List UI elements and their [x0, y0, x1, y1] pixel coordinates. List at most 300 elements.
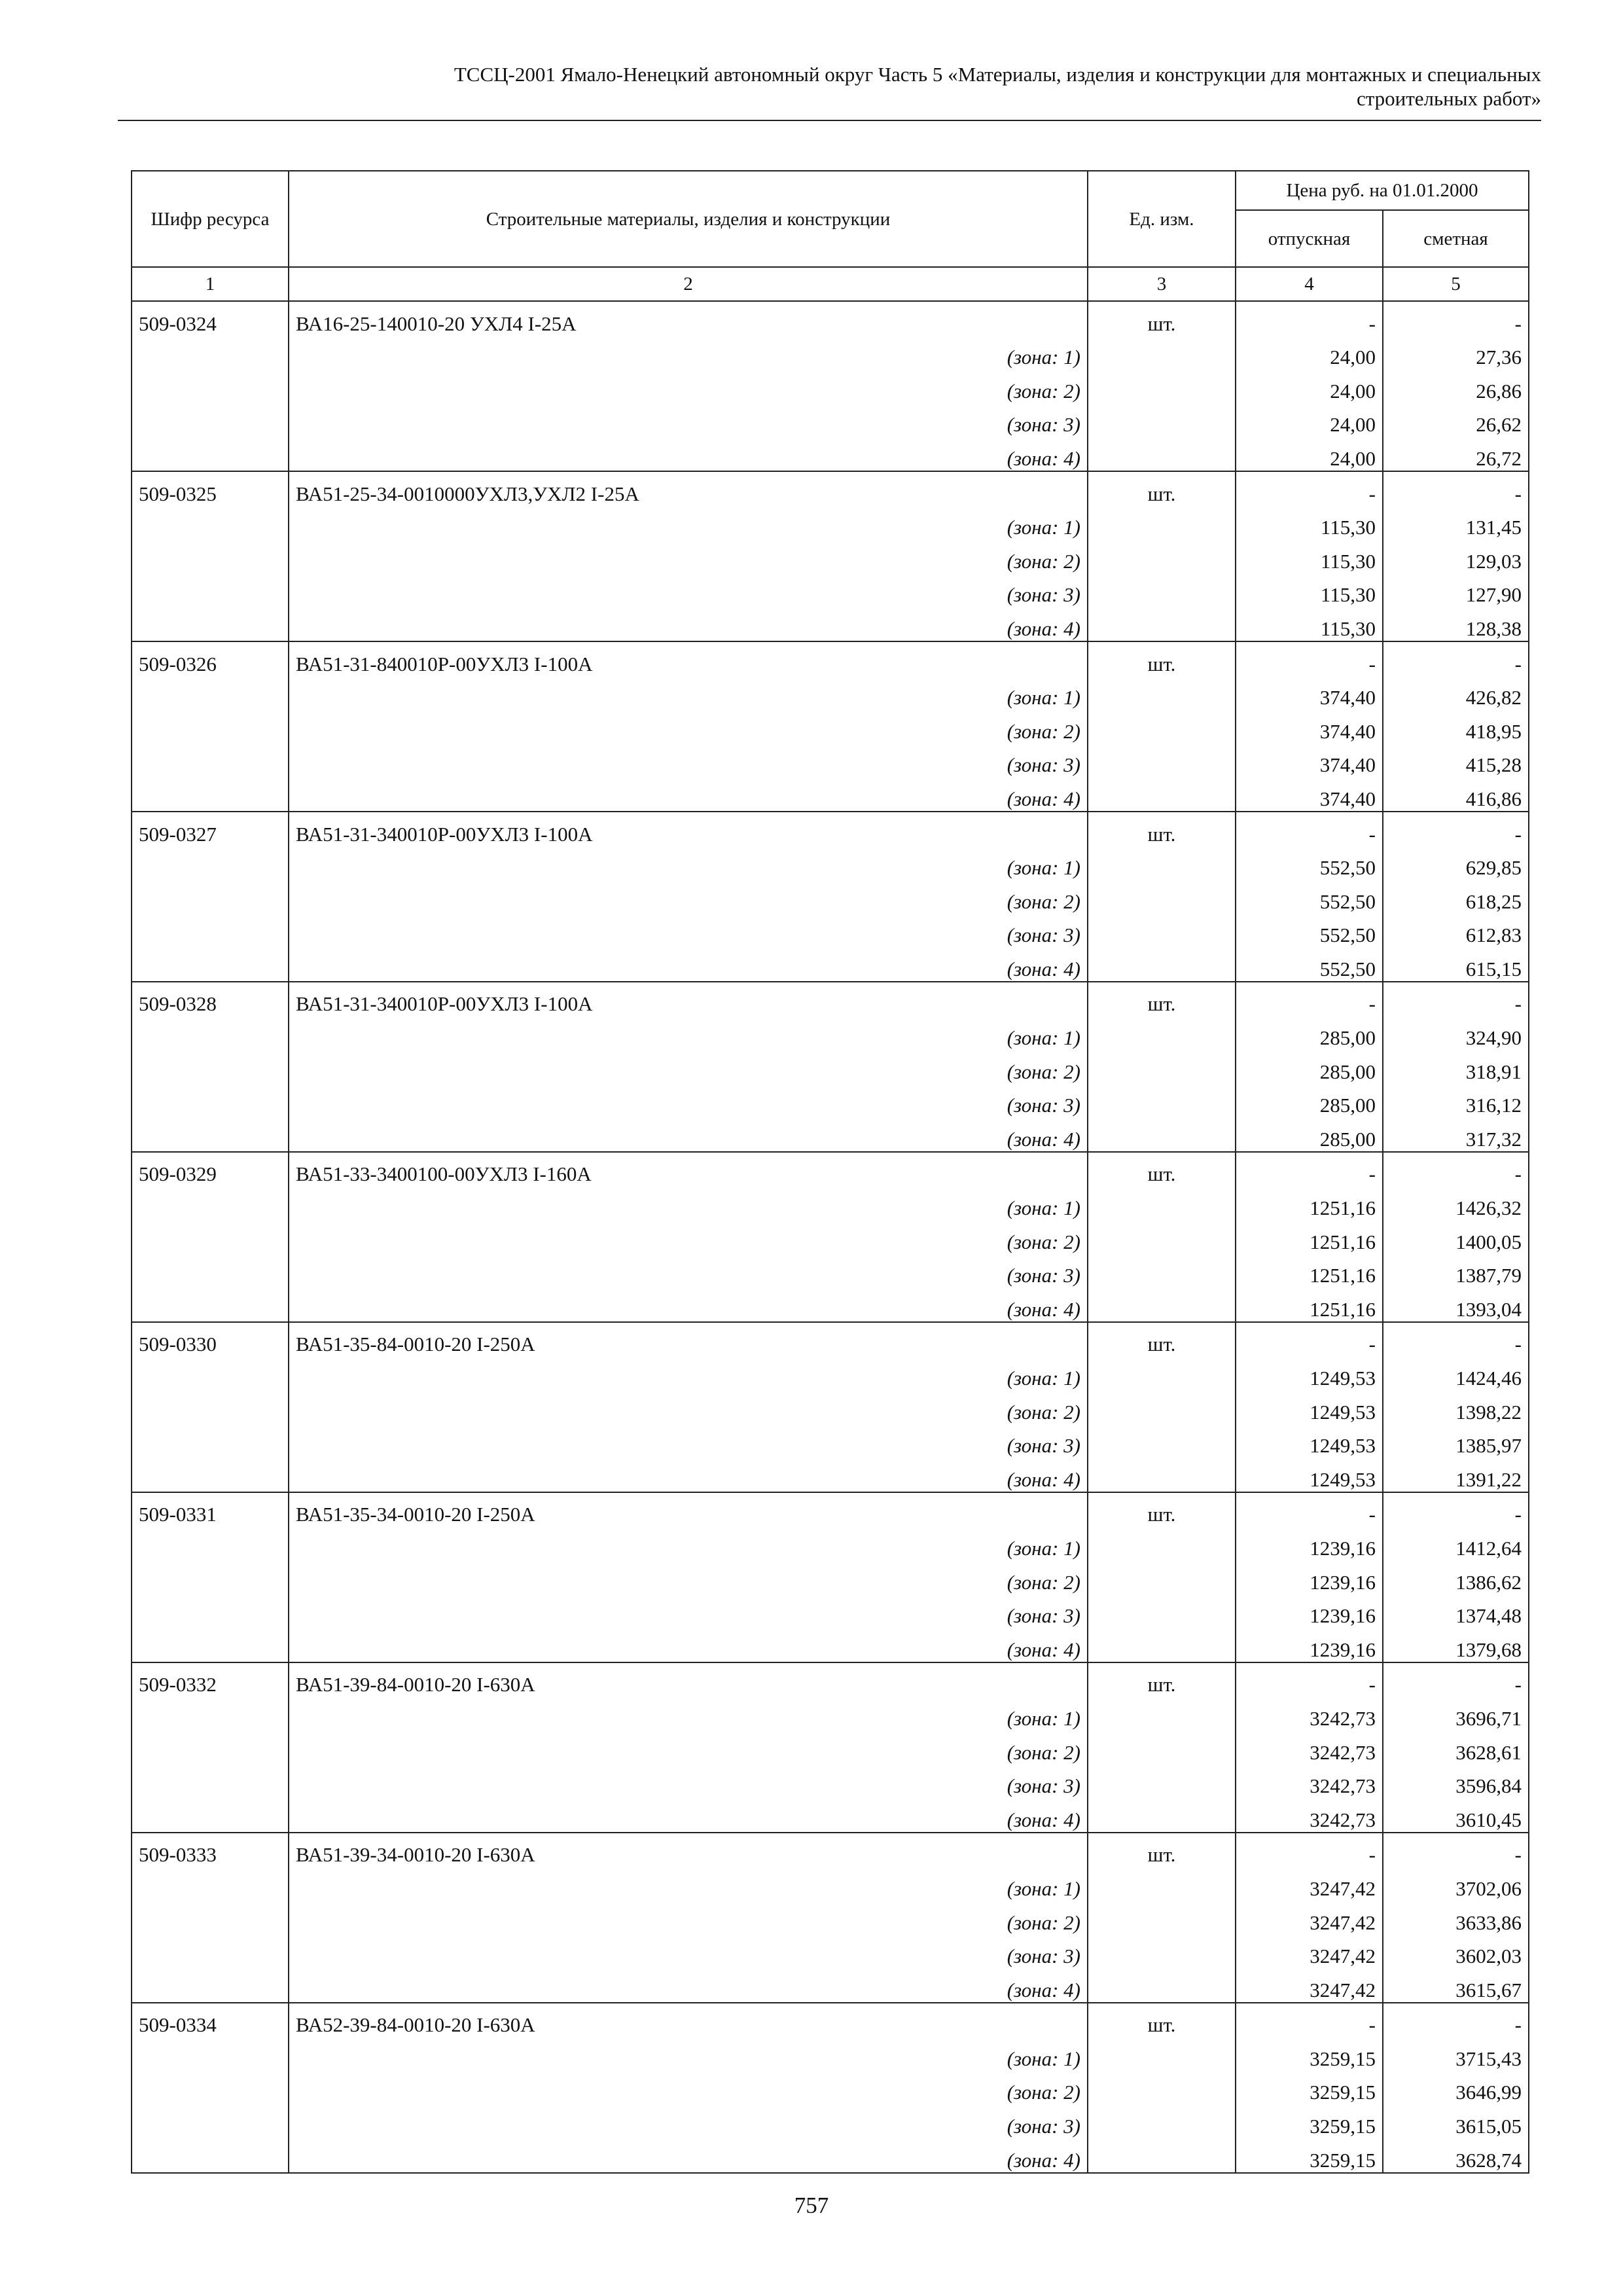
empty-code-cell [132, 1935, 289, 1969]
empty-unit-cell [1088, 1424, 1236, 1458]
zone-estimate-price: 3596,84 [1383, 1765, 1529, 1799]
zone-row [132, 709, 1529, 744]
zone-label: (зона: 4) [289, 1287, 1088, 1322]
empty-code-cell [132, 1458, 289, 1492]
zone-estimate-price: 416,86 [1383, 777, 1529, 812]
zone-label: (зона: 4) [289, 607, 1088, 641]
empty-unit-cell [1088, 1901, 1236, 1935]
zone-row [132, 1287, 1529, 1322]
zone-estimate-price: 1386,62 [1383, 1560, 1529, 1594]
zone-row [132, 506, 1529, 540]
zone-estimate-price: 26,72 [1383, 437, 1529, 471]
zone-label: (зона: 4) [289, 437, 1088, 471]
empty-code-cell [132, 1356, 289, 1390]
unit-cell: шт. [1088, 1662, 1236, 1697]
zone-release-price: 285,00 [1236, 1117, 1383, 1152]
release-price: - [1236, 1662, 1383, 1697]
resource-group [132, 982, 1529, 1152]
release-price: - [1236, 471, 1383, 506]
empty-code-cell [132, 2037, 289, 2071]
zone-release-price: 1239,16 [1236, 1594, 1383, 1628]
empty-code-cell [132, 880, 289, 914]
zone-label: (зона: 1) [289, 336, 1088, 370]
resource-group [132, 1322, 1529, 1492]
zone-estimate-price: 129,03 [1383, 539, 1529, 573]
zone-estimate-price: 1412,64 [1383, 1526, 1529, 1560]
empty-code-cell [132, 607, 289, 641]
zone-row [132, 777, 1529, 812]
zone-row [132, 607, 1529, 641]
release-price: - [1236, 301, 1383, 336]
zone-estimate-price: 3696,71 [1383, 1696, 1529, 1731]
empty-unit-cell [1088, 2071, 1236, 2105]
resource-code: 509-0331 [132, 1492, 289, 1527]
empty-code-cell [132, 1186, 289, 1220]
resource-group [132, 1662, 1529, 1833]
empty-unit-cell [1088, 1356, 1236, 1390]
column-number-5: 5 [1383, 267, 1529, 301]
zone-row [132, 1254, 1529, 1288]
column-header-estimate-price: сметная [1383, 210, 1529, 267]
zone-release-price: 285,00 [1236, 1084, 1383, 1118]
zone-release-price: 115,30 [1236, 539, 1383, 573]
resource-row [132, 1833, 1529, 1867]
empty-unit-cell [1088, 880, 1236, 914]
zone-release-price: 3247,42 [1236, 1935, 1383, 1969]
zone-row [132, 947, 1529, 982]
zone-label: (зона: 4) [289, 1117, 1088, 1152]
empty-code-cell [132, 914, 289, 948]
empty-unit-cell [1088, 336, 1236, 370]
zone-row [132, 1016, 1529, 1050]
resource-row [132, 641, 1529, 676]
zone-estimate-price: 1387,79 [1383, 1254, 1529, 1288]
zone-estimate-price: 3610,45 [1383, 1798, 1529, 1833]
empty-code-cell [132, 1050, 289, 1084]
empty-unit-cell [1088, 1867, 1236, 1901]
resource-group [132, 301, 1529, 471]
unit-cell: шт. [1088, 812, 1236, 846]
resource-row [132, 1492, 1529, 1527]
resource-row [132, 1322, 1529, 1357]
empty-unit-cell [1088, 506, 1236, 540]
zone-estimate-price: 3646,99 [1383, 2071, 1529, 2105]
empty-code-cell [132, 846, 289, 880]
empty-unit-cell [1088, 744, 1236, 778]
unit-cell: шт. [1088, 1833, 1236, 1867]
estimate-price: - [1383, 2003, 1529, 2037]
zone-estimate-price: 1379,68 [1383, 1628, 1529, 1662]
empty-unit-cell [1088, 539, 1236, 573]
empty-code-cell [132, 777, 289, 812]
price-table-header [132, 171, 1529, 301]
zone-row [132, 880, 1529, 914]
zone-estimate-price: 1393,04 [1383, 1287, 1529, 1322]
zone-estimate-price: 3628,61 [1383, 1731, 1529, 1765]
empty-code-cell [132, 1867, 289, 1901]
zone-release-price: 552,50 [1236, 914, 1383, 948]
zone-release-price: 24,00 [1236, 336, 1383, 370]
zone-estimate-price: 317,32 [1383, 1117, 1529, 1152]
empty-unit-cell [1088, 2104, 1236, 2138]
zone-label: (зона: 2) [289, 2071, 1088, 2105]
zone-estimate-price: 615,15 [1383, 947, 1529, 982]
zone-label: (зона: 3) [289, 573, 1088, 607]
zone-row [132, 403, 1529, 437]
zone-estimate-price: 3628,74 [1383, 2138, 1529, 2173]
resource-code: 509-0333 [132, 1833, 289, 1867]
resource-code: 509-0330 [132, 1322, 289, 1357]
zone-release-price: 3242,73 [1236, 1798, 1383, 1833]
resource-group [132, 641, 1529, 812]
resource-row [132, 1662, 1529, 1697]
zone-row [132, 539, 1529, 573]
resource-group [132, 1152, 1529, 1322]
empty-unit-cell [1088, 846, 1236, 880]
unit-cell: шт. [1088, 641, 1236, 676]
zone-row [132, 1594, 1529, 1628]
estimate-price: - [1383, 471, 1529, 506]
empty-code-cell [132, 506, 289, 540]
column-header-code: Шифр ресурса [132, 171, 289, 267]
empty-unit-cell [1088, 1050, 1236, 1084]
empty-code-cell [132, 1901, 289, 1935]
zone-row [132, 1798, 1529, 1833]
zone-release-price: 3247,42 [1236, 1867, 1383, 1901]
zone-release-price: 24,00 [1236, 403, 1383, 437]
zone-release-price: 1239,16 [1236, 1560, 1383, 1594]
zone-release-price: 24,00 [1236, 369, 1383, 403]
empty-code-cell [132, 1084, 289, 1118]
empty-unit-cell [1088, 1628, 1236, 1662]
estimate-price: - [1383, 1662, 1529, 1697]
empty-unit-cell [1088, 2138, 1236, 2173]
zone-row [132, 914, 1529, 948]
zone-release-price: 1251,16 [1236, 1220, 1383, 1254]
zone-release-price: 3259,15 [1236, 2071, 1383, 2105]
zone-estimate-price: 426,82 [1383, 676, 1529, 710]
zone-estimate-price: 618,25 [1383, 880, 1529, 914]
zone-release-price: 3242,73 [1236, 1696, 1383, 1731]
unit-cell: шт. [1088, 301, 1236, 336]
zone-label: (зона: 3) [289, 403, 1088, 437]
empty-unit-cell [1088, 573, 1236, 607]
resource-code: 509-0325 [132, 471, 289, 506]
zone-release-price: 3242,73 [1236, 1731, 1383, 1765]
resource-name: ВА16-25-140010-20 УХЛ4 I-25А [289, 301, 1088, 336]
unit-cell: шт. [1088, 2003, 1236, 2037]
column-number-3: 3 [1088, 267, 1236, 301]
zone-estimate-price: 629,85 [1383, 846, 1529, 880]
empty-code-cell [132, 744, 289, 778]
zone-row [132, 1050, 1529, 1084]
zone-row [132, 1526, 1529, 1560]
running-header [118, 62, 1541, 111]
zone-estimate-price: 131,45 [1383, 506, 1529, 540]
zone-release-price: 285,00 [1236, 1050, 1383, 1084]
empty-unit-cell [1088, 914, 1236, 948]
zone-row [132, 369, 1529, 403]
empty-code-cell [132, 403, 289, 437]
resource-row [132, 471, 1529, 506]
running-header-line-2: строительных работ» [1356, 87, 1541, 110]
zone-release-price: 1251,16 [1236, 1186, 1383, 1220]
zone-release-price: 1239,16 [1236, 1628, 1383, 1662]
zone-row [132, 1867, 1529, 1901]
zone-row [132, 1424, 1529, 1458]
empty-code-cell [132, 336, 289, 370]
empty-unit-cell [1088, 369, 1236, 403]
zone-estimate-price: 415,28 [1383, 744, 1529, 778]
zone-label: (зона: 4) [289, 1458, 1088, 1492]
zone-row [132, 1186, 1529, 1220]
resource-row [132, 812, 1529, 846]
zone-label: (зона: 2) [289, 369, 1088, 403]
zone-estimate-price: 127,90 [1383, 573, 1529, 607]
resource-code: 509-0326 [132, 641, 289, 676]
empty-code-cell [132, 709, 289, 744]
zone-label: (зона: 3) [289, 1765, 1088, 1799]
column-header-release-price: отпускная [1236, 210, 1383, 267]
empty-code-cell [132, 1016, 289, 1050]
zone-label: (зона: 4) [289, 1798, 1088, 1833]
zone-estimate-price: 1400,05 [1383, 1220, 1529, 1254]
header-rule [118, 120, 1541, 121]
zone-row [132, 336, 1529, 370]
zone-label: (зона: 3) [289, 1254, 1088, 1288]
zone-estimate-price: 1426,32 [1383, 1186, 1529, 1220]
resource-row [132, 982, 1529, 1016]
zone-label: (зона: 4) [289, 1628, 1088, 1662]
zone-label: (зона: 3) [289, 1935, 1088, 1969]
zone-estimate-price: 27,36 [1383, 336, 1529, 370]
column-header-unit: Ед. изм. [1088, 171, 1236, 267]
zone-estimate-price: 3615,05 [1383, 2104, 1529, 2138]
zone-label: (зона: 1) [289, 676, 1088, 710]
zone-label: (зона: 2) [289, 1901, 1088, 1935]
zone-label: (зона: 2) [289, 1731, 1088, 1765]
zone-row [132, 2104, 1529, 2138]
empty-unit-cell [1088, 437, 1236, 471]
zone-label: (зона: 2) [289, 880, 1088, 914]
resource-name: ВА52-39-84-0010-20 I-630А [289, 2003, 1088, 2037]
empty-unit-cell [1088, 1287, 1236, 1322]
zone-release-price: 1249,53 [1236, 1424, 1383, 1458]
zone-label: (зона: 4) [289, 1968, 1088, 2003]
empty-unit-cell [1088, 709, 1236, 744]
empty-unit-cell [1088, 1526, 1236, 1560]
zone-row [132, 1901, 1529, 1935]
empty-unit-cell [1088, 403, 1236, 437]
resource-group [132, 1833, 1529, 2003]
zone-release-price: 1249,53 [1236, 1390, 1383, 1424]
running-header-line-1: ТССЦ-2001 Ямало-Ненецкий автономный округ Часть 5 «Материалы, изделия и конструкции для монтажных и специальных [454, 63, 1541, 86]
zone-release-price: 374,40 [1236, 744, 1383, 778]
empty-unit-cell [1088, 1968, 1236, 2003]
zone-release-price: 1249,53 [1236, 1356, 1383, 1390]
zone-label: (зона: 3) [289, 1424, 1088, 1458]
resource-code: 509-0332 [132, 1662, 289, 1697]
zone-release-price: 3247,42 [1236, 1901, 1383, 1935]
zone-label: (зона: 1) [289, 1016, 1088, 1050]
release-price: - [1236, 982, 1383, 1016]
resource-name: ВА51-39-84-0010-20 I-630А [289, 1662, 1088, 1697]
empty-code-cell [132, 1628, 289, 1662]
empty-unit-cell [1088, 676, 1236, 710]
zone-estimate-price: 612,83 [1383, 914, 1529, 948]
resource-name: ВА51-35-84-0010-20 I-250А [289, 1322, 1088, 1357]
unit-cell: шт. [1088, 1152, 1236, 1187]
zone-estimate-price: 26,62 [1383, 403, 1529, 437]
zone-estimate-price: 3702,06 [1383, 1867, 1529, 1901]
zone-row [132, 2037, 1529, 2071]
zone-label: (зона: 3) [289, 2104, 1088, 2138]
zone-estimate-price: 26,86 [1383, 369, 1529, 403]
zone-label: (зона: 1) [289, 1867, 1088, 1901]
empty-code-cell [132, 1731, 289, 1765]
zone-label: (зона: 2) [289, 1220, 1088, 1254]
resource-row [132, 2003, 1529, 2037]
zone-row [132, 2071, 1529, 2105]
zone-label: (зона: 2) [289, 539, 1088, 573]
zone-release-price: 3242,73 [1236, 1765, 1383, 1799]
zone-label: (зона: 3) [289, 914, 1088, 948]
release-price: - [1236, 641, 1383, 676]
empty-unit-cell [1088, 1798, 1236, 1833]
unit-cell: шт. [1088, 1322, 1236, 1357]
empty-code-cell [132, 2138, 289, 2173]
zone-release-price: 3259,15 [1236, 2138, 1383, 2173]
release-price: - [1236, 1322, 1383, 1357]
empty-unit-cell [1088, 947, 1236, 982]
zone-release-price: 552,50 [1236, 880, 1383, 914]
empty-code-cell [132, 1560, 289, 1594]
resource-row [132, 1152, 1529, 1187]
zone-release-price: 115,30 [1236, 573, 1383, 607]
estimate-price: - [1383, 982, 1529, 1016]
resource-row [132, 301, 1529, 336]
zone-row [132, 1084, 1529, 1118]
release-price: - [1236, 1152, 1383, 1187]
resource-name: ВА51-33-3400100-00УХЛ3 I-160А [289, 1152, 1088, 1187]
zone-row [132, 1696, 1529, 1731]
zone-label: (зона: 3) [289, 1594, 1088, 1628]
zone-release-price: 1239,16 [1236, 1526, 1383, 1560]
zone-label: (зона: 1) [289, 846, 1088, 880]
column-header-name: Строительные материалы, изделия и конструкции [289, 171, 1088, 267]
zone-estimate-price: 418,95 [1383, 709, 1529, 744]
zone-row [132, 2138, 1529, 2173]
empty-code-cell [132, 1968, 289, 2003]
zone-label: (зона: 1) [289, 1526, 1088, 1560]
estimate-price: - [1383, 1322, 1529, 1357]
zone-estimate-price: 128,38 [1383, 607, 1529, 641]
resource-code: 509-0334 [132, 2003, 289, 2037]
empty-code-cell [132, 1117, 289, 1152]
column-number-2: 2 [289, 267, 1088, 301]
zone-label: (зона: 4) [289, 777, 1088, 812]
zone-row [132, 1458, 1529, 1492]
empty-code-cell [132, 1765, 289, 1799]
estimate-price: - [1383, 1152, 1529, 1187]
empty-code-cell [132, 1254, 289, 1288]
zone-row [132, 1968, 1529, 2003]
estimate-price: - [1383, 1833, 1529, 1867]
zone-estimate-price: 1391,22 [1383, 1458, 1529, 1492]
estimate-price: - [1383, 301, 1529, 336]
empty-unit-cell [1088, 1117, 1236, 1152]
zone-label: (зона: 1) [289, 1356, 1088, 1390]
zone-release-price: 374,40 [1236, 777, 1383, 812]
zone-label: (зона: 3) [289, 744, 1088, 778]
zone-row [132, 846, 1529, 880]
empty-unit-cell [1088, 1084, 1236, 1118]
empty-code-cell [132, 676, 289, 710]
zone-row [132, 744, 1529, 778]
zone-estimate-price: 1374,48 [1383, 1594, 1529, 1628]
zone-release-price: 115,30 [1236, 506, 1383, 540]
zone-release-price: 24,00 [1236, 437, 1383, 471]
zone-row [132, 676, 1529, 710]
zone-row [132, 1935, 1529, 1969]
zone-release-price: 1249,53 [1236, 1458, 1383, 1492]
release-price: - [1236, 1833, 1383, 1867]
zone-release-price: 3247,42 [1236, 1968, 1383, 2003]
empty-code-cell [132, 947, 289, 982]
resource-code: 509-0329 [132, 1152, 289, 1187]
empty-unit-cell [1088, 1594, 1236, 1628]
zone-estimate-price: 318,91 [1383, 1050, 1529, 1084]
empty-code-cell [132, 1594, 289, 1628]
zone-release-price: 285,00 [1236, 1016, 1383, 1050]
unit-cell: шт. [1088, 1492, 1236, 1527]
zone-label: (зона: 4) [289, 2138, 1088, 2173]
zone-release-price: 552,50 [1236, 947, 1383, 982]
zone-label: (зона: 3) [289, 1084, 1088, 1118]
empty-code-cell [132, 1390, 289, 1424]
unit-cell: шт. [1088, 471, 1236, 506]
release-price: - [1236, 1492, 1383, 1527]
zone-estimate-price: 316,12 [1383, 1084, 1529, 1118]
zone-label: (зона: 1) [289, 1186, 1088, 1220]
empty-unit-cell [1088, 1016, 1236, 1050]
zone-estimate-price: 3615,67 [1383, 1968, 1529, 2003]
empty-code-cell [132, 2104, 289, 2138]
zone-label: (зона: 2) [289, 1560, 1088, 1594]
resource-group [132, 471, 1529, 641]
zone-estimate-price: 3602,03 [1383, 1935, 1529, 1969]
empty-unit-cell [1088, 1390, 1236, 1424]
price-table [131, 170, 1529, 2174]
empty-code-cell [132, 1424, 289, 1458]
empty-unit-cell [1088, 1254, 1236, 1288]
empty-unit-cell [1088, 1560, 1236, 1594]
zone-estimate-price: 3633,86 [1383, 1901, 1529, 1935]
zone-row [132, 1220, 1529, 1254]
empty-code-cell [132, 573, 289, 607]
zone-row [132, 573, 1529, 607]
unit-cell: шт. [1088, 982, 1236, 1016]
empty-code-cell [132, 1287, 289, 1322]
empty-unit-cell [1088, 1220, 1236, 1254]
zone-label: (зона: 4) [289, 947, 1088, 982]
empty-unit-cell [1088, 1765, 1236, 1799]
resource-group [132, 2003, 1529, 2173]
zone-estimate-price: 1424,46 [1383, 1356, 1529, 1390]
zone-estimate-price: 1398,22 [1383, 1390, 1529, 1424]
resource-group [132, 1492, 1529, 1662]
resource-code: 509-0328 [132, 982, 289, 1016]
